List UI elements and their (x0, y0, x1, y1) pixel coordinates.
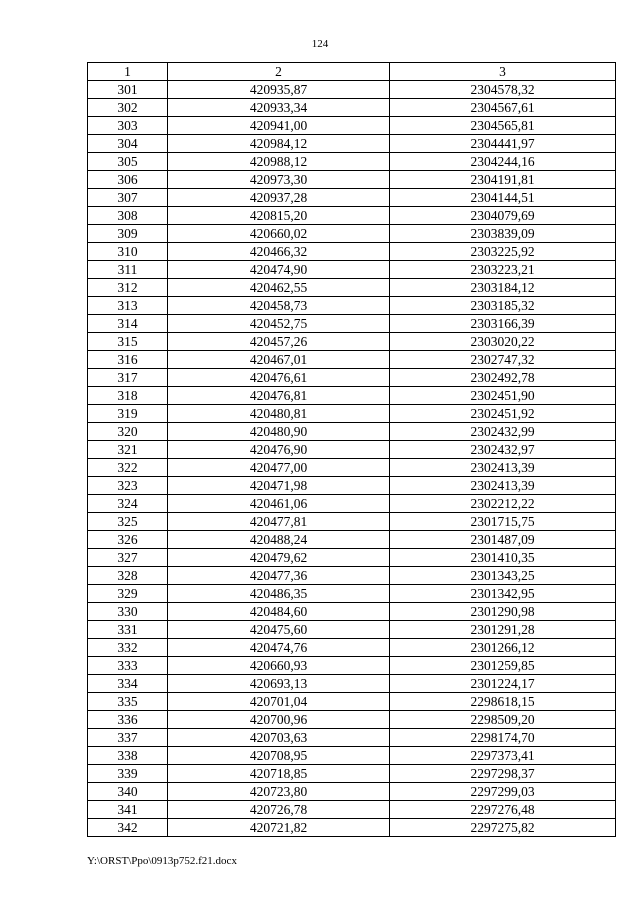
y-coordinate-cell: 2297275,82 (390, 819, 616, 837)
x-coordinate-cell: 420480,90 (168, 423, 390, 441)
point-number-cell: 318 (88, 387, 168, 405)
point-number-cell: 342 (88, 819, 168, 837)
x-coordinate-cell: 420477,81 (168, 513, 390, 531)
x-coordinate-cell: 420933,34 (168, 99, 390, 117)
table-row (88, 531, 616, 549)
point-number-cell: 301 (88, 81, 168, 99)
point-number-cell: 310 (88, 243, 168, 261)
x-coordinate-cell: 420477,00 (168, 459, 390, 477)
point-number-cell: 317 (88, 369, 168, 387)
y-coordinate-cell: 2301715,75 (390, 513, 616, 531)
table-row (88, 729, 616, 747)
table-row (88, 549, 616, 567)
y-coordinate-cell: 2301342,95 (390, 585, 616, 603)
x-coordinate-cell: 420467,01 (168, 351, 390, 369)
column-header-2: 2 (168, 63, 390, 81)
point-number-cell: 333 (88, 657, 168, 675)
point-number-cell: 335 (88, 693, 168, 711)
y-coordinate-cell: 2303225,92 (390, 243, 616, 261)
point-number-cell: 319 (88, 405, 168, 423)
x-coordinate-cell: 420988,12 (168, 153, 390, 171)
y-coordinate-cell: 2302747,32 (390, 351, 616, 369)
column-header-1: 1 (88, 63, 168, 81)
x-coordinate-cell: 420475,60 (168, 621, 390, 639)
table-row (88, 621, 616, 639)
x-coordinate-cell: 420476,61 (168, 369, 390, 387)
table-row (88, 369, 616, 387)
x-coordinate-cell: 420660,93 (168, 657, 390, 675)
table-row (88, 153, 616, 171)
table-row (88, 261, 616, 279)
table-row (88, 225, 616, 243)
table-row (88, 801, 616, 819)
y-coordinate-cell: 2301266,12 (390, 639, 616, 657)
point-number-cell: 324 (88, 495, 168, 513)
x-coordinate-cell: 420703,63 (168, 729, 390, 747)
point-number-cell: 306 (88, 171, 168, 189)
table-row (88, 495, 616, 513)
y-coordinate-cell: 2302413,39 (390, 477, 616, 495)
table-row (88, 765, 616, 783)
x-coordinate-cell: 420479,62 (168, 549, 390, 567)
x-coordinate-cell: 420723,80 (168, 783, 390, 801)
y-coordinate-cell: 2301259,85 (390, 657, 616, 675)
y-coordinate-cell: 2302451,92 (390, 405, 616, 423)
x-coordinate-cell: 420935,87 (168, 81, 390, 99)
table-row (88, 693, 616, 711)
table-row (88, 243, 616, 261)
table-row (88, 783, 616, 801)
point-number-cell: 313 (88, 297, 168, 315)
footer-file-path: Y:\ORST\Ppo\0913p752.f21.docx (87, 855, 237, 867)
table-row (88, 117, 616, 135)
point-number-cell: 311 (88, 261, 168, 279)
point-number-cell: 332 (88, 639, 168, 657)
point-number-cell: 329 (88, 585, 168, 603)
table-row (88, 459, 616, 477)
y-coordinate-cell: 2297276,48 (390, 801, 616, 819)
point-number-cell: 312 (88, 279, 168, 297)
x-coordinate-cell: 420701,04 (168, 693, 390, 711)
y-coordinate-cell: 2304244,16 (390, 153, 616, 171)
point-number-cell: 334 (88, 675, 168, 693)
y-coordinate-cell: 2302432,99 (390, 423, 616, 441)
point-number-cell: 331 (88, 621, 168, 639)
y-coordinate-cell: 2297299,03 (390, 783, 616, 801)
x-coordinate-cell: 420984,12 (168, 135, 390, 153)
column-header-3: 3 (390, 63, 616, 81)
y-coordinate-cell: 2298174,70 (390, 729, 616, 747)
x-coordinate-cell: 420486,35 (168, 585, 390, 603)
table-row (88, 657, 616, 675)
y-coordinate-cell: 2304191,81 (390, 171, 616, 189)
x-coordinate-cell: 420937,28 (168, 189, 390, 207)
point-number-cell: 307 (88, 189, 168, 207)
table-row (88, 747, 616, 765)
x-coordinate-cell: 420721,82 (168, 819, 390, 837)
table-row (88, 441, 616, 459)
table-row (88, 297, 616, 315)
table-row (88, 585, 616, 603)
point-number-cell: 321 (88, 441, 168, 459)
point-number-cell: 309 (88, 225, 168, 243)
x-coordinate-cell: 420462,55 (168, 279, 390, 297)
table-row (88, 477, 616, 495)
x-coordinate-cell: 420480,81 (168, 405, 390, 423)
point-number-cell: 340 (88, 783, 168, 801)
y-coordinate-cell: 2304578,32 (390, 81, 616, 99)
y-coordinate-cell: 2304567,61 (390, 99, 616, 117)
point-number-cell: 305 (88, 153, 168, 171)
point-number-cell: 322 (88, 459, 168, 477)
x-coordinate-cell: 420484,60 (168, 603, 390, 621)
y-coordinate-cell: 2304441,97 (390, 135, 616, 153)
point-number-cell: 339 (88, 765, 168, 783)
table-header-row (88, 63, 616, 81)
table-row (88, 135, 616, 153)
y-coordinate-cell: 2298509,20 (390, 711, 616, 729)
table-row (88, 387, 616, 405)
x-coordinate-cell: 420718,85 (168, 765, 390, 783)
table-row (88, 423, 616, 441)
x-coordinate-cell: 420708,95 (168, 747, 390, 765)
point-number-cell: 325 (88, 513, 168, 531)
table-row (88, 639, 616, 657)
point-number-cell: 326 (88, 531, 168, 549)
y-coordinate-cell: 2302413,39 (390, 459, 616, 477)
point-number-cell: 303 (88, 117, 168, 135)
page-number: 124 (311, 38, 329, 50)
x-coordinate-cell: 420726,78 (168, 801, 390, 819)
table-row (88, 189, 616, 207)
y-coordinate-cell: 2303020,22 (390, 333, 616, 351)
y-coordinate-cell: 2304565,81 (390, 117, 616, 135)
table-row (88, 675, 616, 693)
table-row (88, 819, 616, 837)
y-coordinate-cell: 2304079,69 (390, 207, 616, 225)
point-number-cell: 341 (88, 801, 168, 819)
table-row (88, 81, 616, 99)
y-coordinate-cell: 2301410,35 (390, 549, 616, 567)
point-number-cell: 315 (88, 333, 168, 351)
x-coordinate-cell: 420477,36 (168, 567, 390, 585)
y-coordinate-cell: 2301291,28 (390, 621, 616, 639)
x-coordinate-cell: 420941,00 (168, 117, 390, 135)
point-number-cell: 327 (88, 549, 168, 567)
x-coordinate-cell: 420461,06 (168, 495, 390, 513)
y-coordinate-cell: 2298618,15 (390, 693, 616, 711)
point-number-cell: 336 (88, 711, 168, 729)
y-coordinate-cell: 2302492,78 (390, 369, 616, 387)
x-coordinate-cell: 420457,26 (168, 333, 390, 351)
x-coordinate-cell: 420693,13 (168, 675, 390, 693)
x-coordinate-cell: 420458,73 (168, 297, 390, 315)
x-coordinate-cell: 420488,24 (168, 531, 390, 549)
point-number-cell: 316 (88, 351, 168, 369)
table-row (88, 315, 616, 333)
y-coordinate-cell: 2301224,17 (390, 675, 616, 693)
coordinates-table (87, 62, 616, 837)
point-number-cell: 308 (88, 207, 168, 225)
y-coordinate-cell: 2301487,09 (390, 531, 616, 549)
point-number-cell: 330 (88, 603, 168, 621)
y-coordinate-cell: 2301343,25 (390, 567, 616, 585)
x-coordinate-cell: 420660,02 (168, 225, 390, 243)
y-coordinate-cell: 2303839,09 (390, 225, 616, 243)
x-coordinate-cell: 420466,32 (168, 243, 390, 261)
y-coordinate-cell: 2303166,39 (390, 315, 616, 333)
x-coordinate-cell: 420815,20 (168, 207, 390, 225)
y-coordinate-cell: 2303223,21 (390, 261, 616, 279)
x-coordinate-cell: 420700,96 (168, 711, 390, 729)
y-coordinate-cell: 2297373,41 (390, 747, 616, 765)
table-row (88, 513, 616, 531)
point-number-cell: 304 (88, 135, 168, 153)
table-row (88, 171, 616, 189)
point-number-cell: 338 (88, 747, 168, 765)
y-coordinate-cell: 2302212,22 (390, 495, 616, 513)
point-number-cell: 323 (88, 477, 168, 495)
point-number-cell: 320 (88, 423, 168, 441)
point-number-cell: 328 (88, 567, 168, 585)
y-coordinate-cell: 2303185,32 (390, 297, 616, 315)
table-row (88, 99, 616, 117)
y-coordinate-cell: 2304144,51 (390, 189, 616, 207)
x-coordinate-cell: 420474,76 (168, 639, 390, 657)
table-row (88, 351, 616, 369)
table-row (88, 567, 616, 585)
table-body (88, 81, 616, 837)
x-coordinate-cell: 420973,30 (168, 171, 390, 189)
x-coordinate-cell: 420476,81 (168, 387, 390, 405)
table-row (88, 279, 616, 297)
y-coordinate-cell: 2302451,90 (390, 387, 616, 405)
point-number-cell: 314 (88, 315, 168, 333)
y-coordinate-cell: 2303184,12 (390, 279, 616, 297)
y-coordinate-cell: 2297298,37 (390, 765, 616, 783)
point-number-cell: 302 (88, 99, 168, 117)
x-coordinate-cell: 420452,75 (168, 315, 390, 333)
x-coordinate-cell: 420474,90 (168, 261, 390, 279)
table-row (88, 333, 616, 351)
y-coordinate-cell: 2301290,98 (390, 603, 616, 621)
table-row (88, 207, 616, 225)
y-coordinate-cell: 2302432,97 (390, 441, 616, 459)
table-row (88, 405, 616, 423)
point-number-cell: 337 (88, 729, 168, 747)
x-coordinate-cell: 420476,90 (168, 441, 390, 459)
table-row (88, 603, 616, 621)
table-row (88, 711, 616, 729)
x-coordinate-cell: 420471,98 (168, 477, 390, 495)
